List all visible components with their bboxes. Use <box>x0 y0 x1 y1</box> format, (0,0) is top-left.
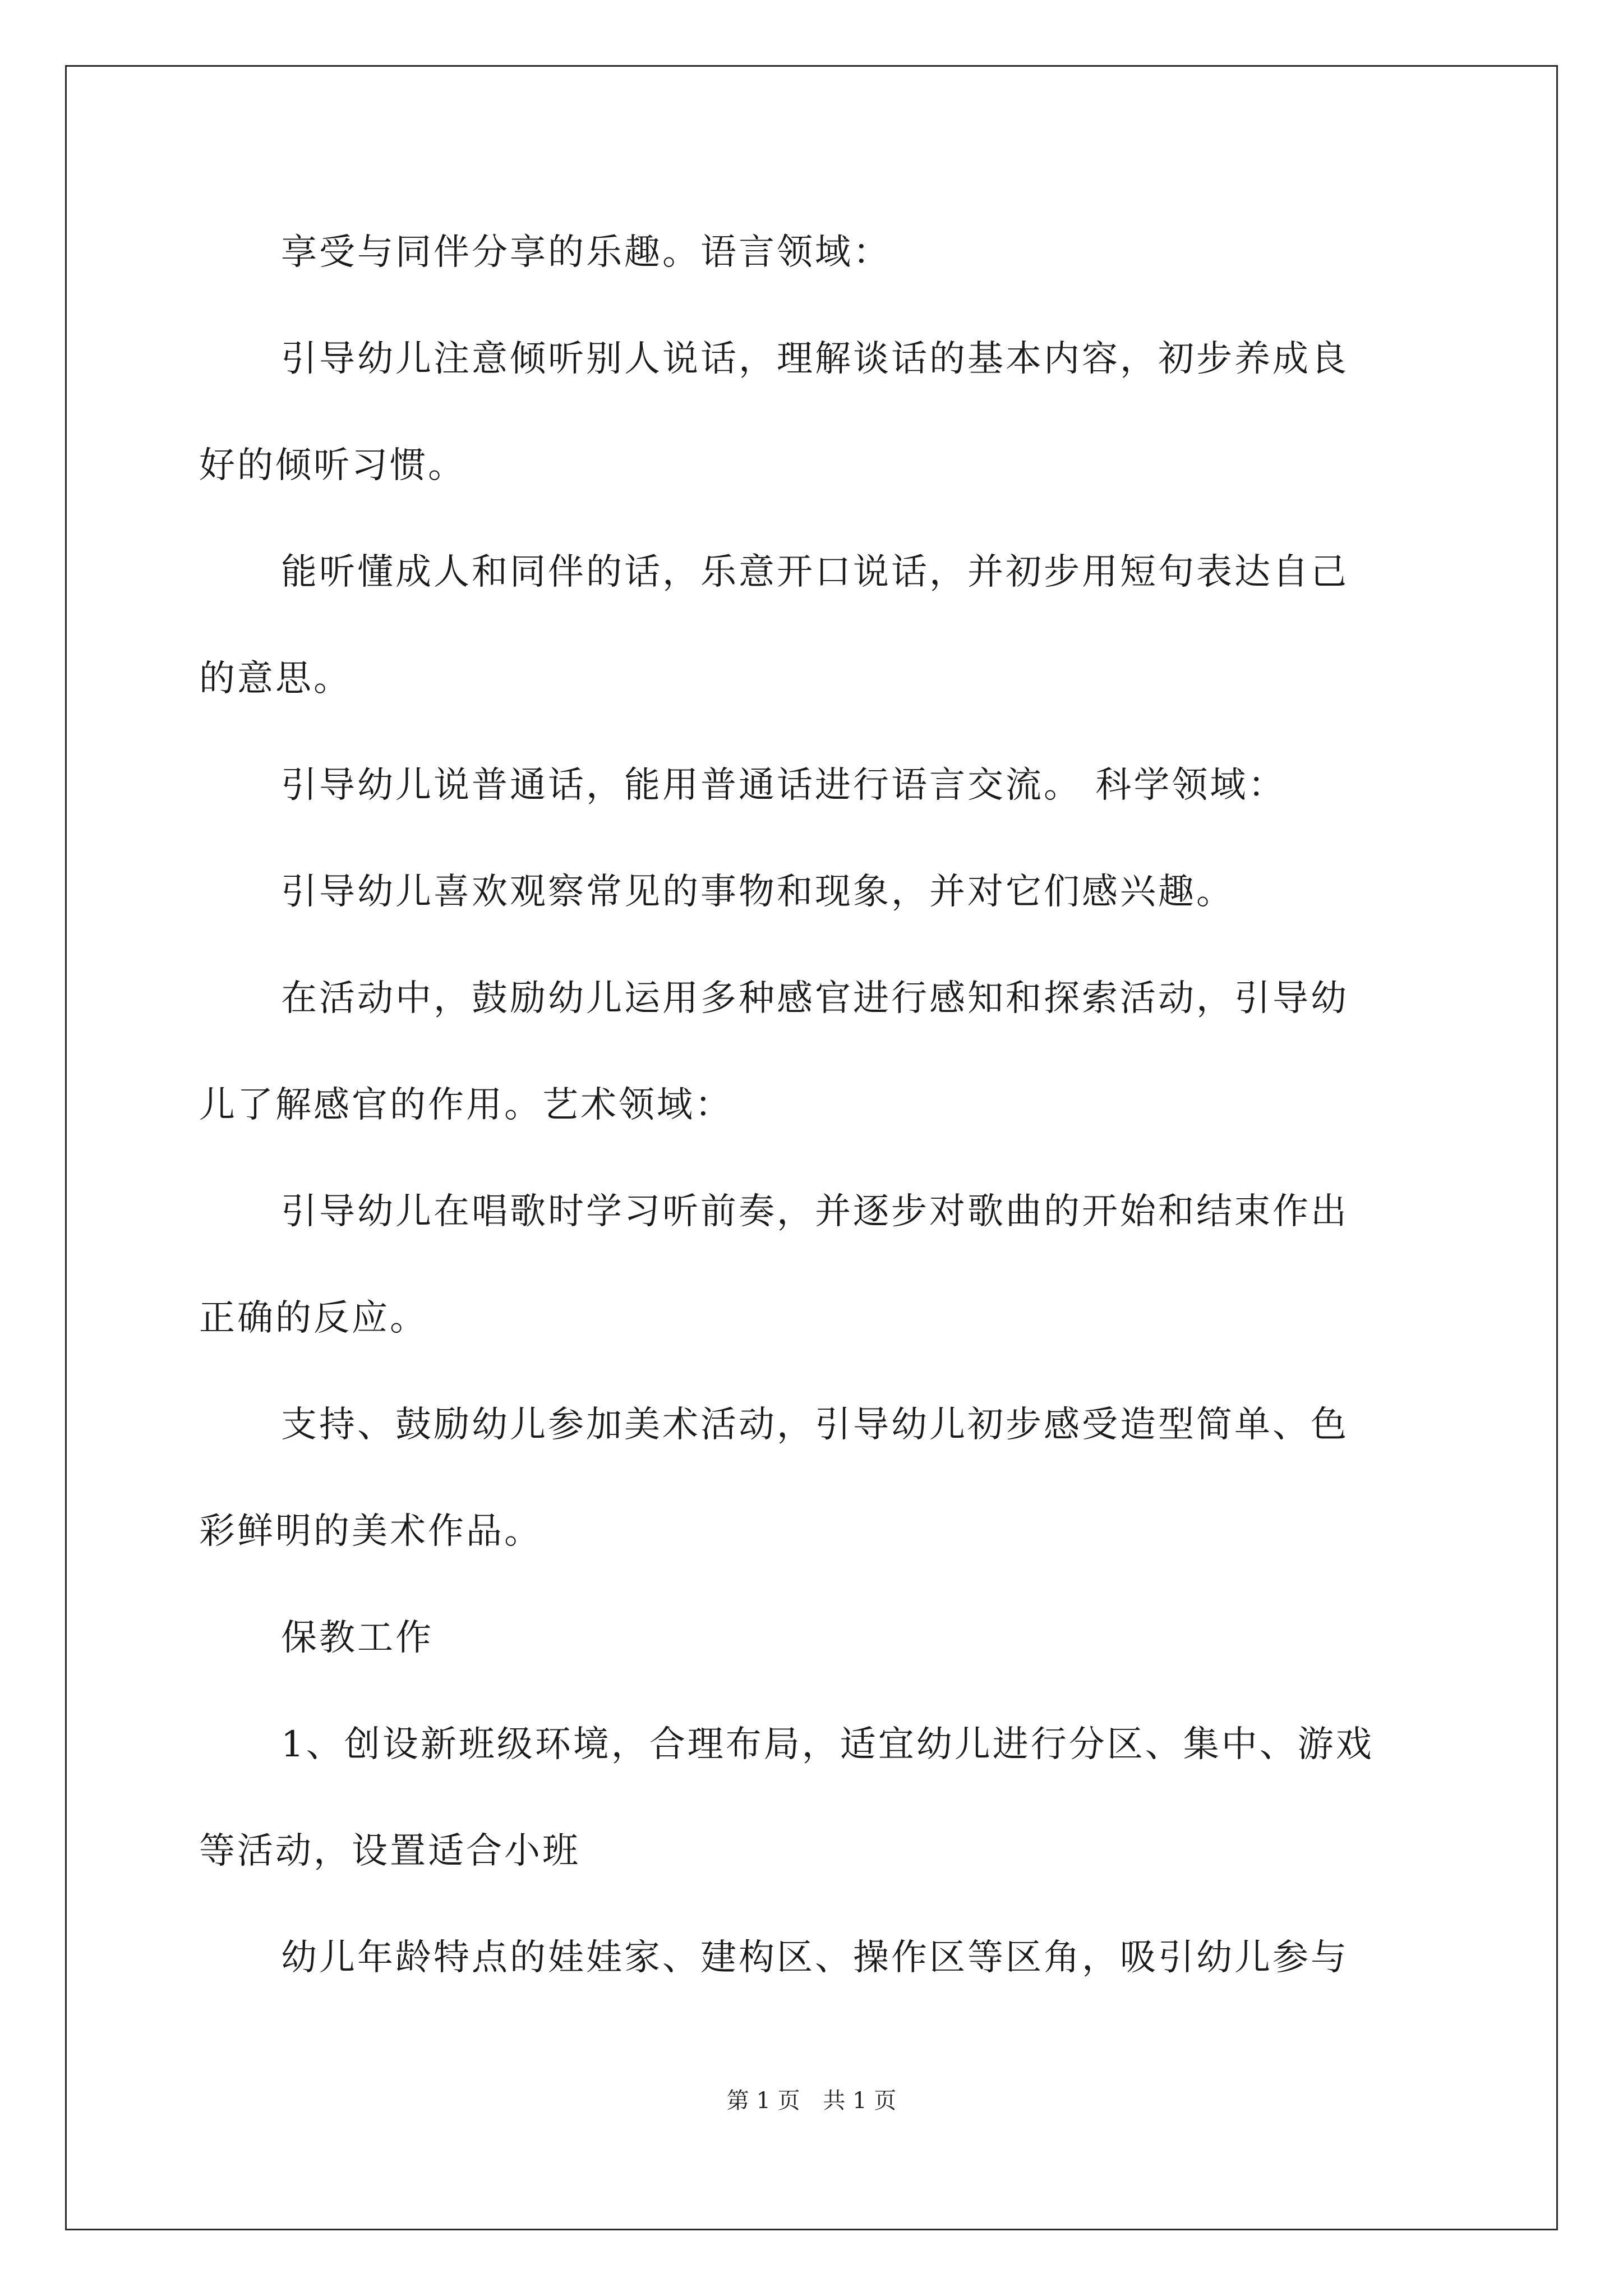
section-heading: 保教工作 <box>281 1617 434 1659</box>
paragraph-line: 儿了解感官的作用。艺术领域： <box>199 1084 733 1126</box>
paragraph-line: 引导幼儿说普通话，能用普通话进行语言交流。 科学领域： <box>281 765 1287 806</box>
page-footer <box>0 2087 1623 2115</box>
page-border <box>65 65 1558 2230</box>
paragraph-line: 的意思。 <box>199 658 352 700</box>
paragraph-line: 正确的反应。 <box>199 1297 428 1339</box>
paragraph-line: 彩鲜明的美术作品。 <box>199 1511 542 1552</box>
paragraph-line: 引导幼儿喜欢观察常见的事物和现象，并对它们感兴趣。 <box>281 871 1234 913</box>
paragraph-line: 能听懂成人和同伴的话，乐意开口说话，并初步用短句表达自己 <box>281 551 1349 593</box>
page-number-current: 第 1 页 <box>726 2088 800 2114</box>
paragraph-line: 1、创设新班级环境，合理布局，适宜幼儿进行分区、集中、游戏 <box>281 1724 1374 1765</box>
paragraph-line: 支持、鼓励幼儿参加美术活动，引导幼儿初步感受造型简单、色 <box>281 1404 1349 1446</box>
paragraph-line: 引导幼儿在唱歌时学习听前奏，并逐步对歌曲的开始和结束作出 <box>281 1191 1349 1232</box>
paragraph-line: 等活动，设置适合小班 <box>199 1830 580 1872</box>
paragraph-line: 在活动中，鼓励幼儿运用多种感官进行感知和探索活动，引导幼 <box>281 978 1349 1019</box>
paragraph-line: 享受与同伴分享的乐趣。语言领域： <box>281 232 891 273</box>
paragraph-line: 幼儿年龄特点的娃娃家、建构区、操作区等区角，吸引幼儿参与 <box>281 1937 1349 1978</box>
paragraph-line: 引导幼儿注意倾听别人说话，理解谈话的基本内容，初步养成良 <box>281 338 1349 380</box>
page-number-total: 共 1 页 <box>823 2088 897 2114</box>
paragraph-line: 好的倾听习惯。 <box>199 445 466 486</box>
